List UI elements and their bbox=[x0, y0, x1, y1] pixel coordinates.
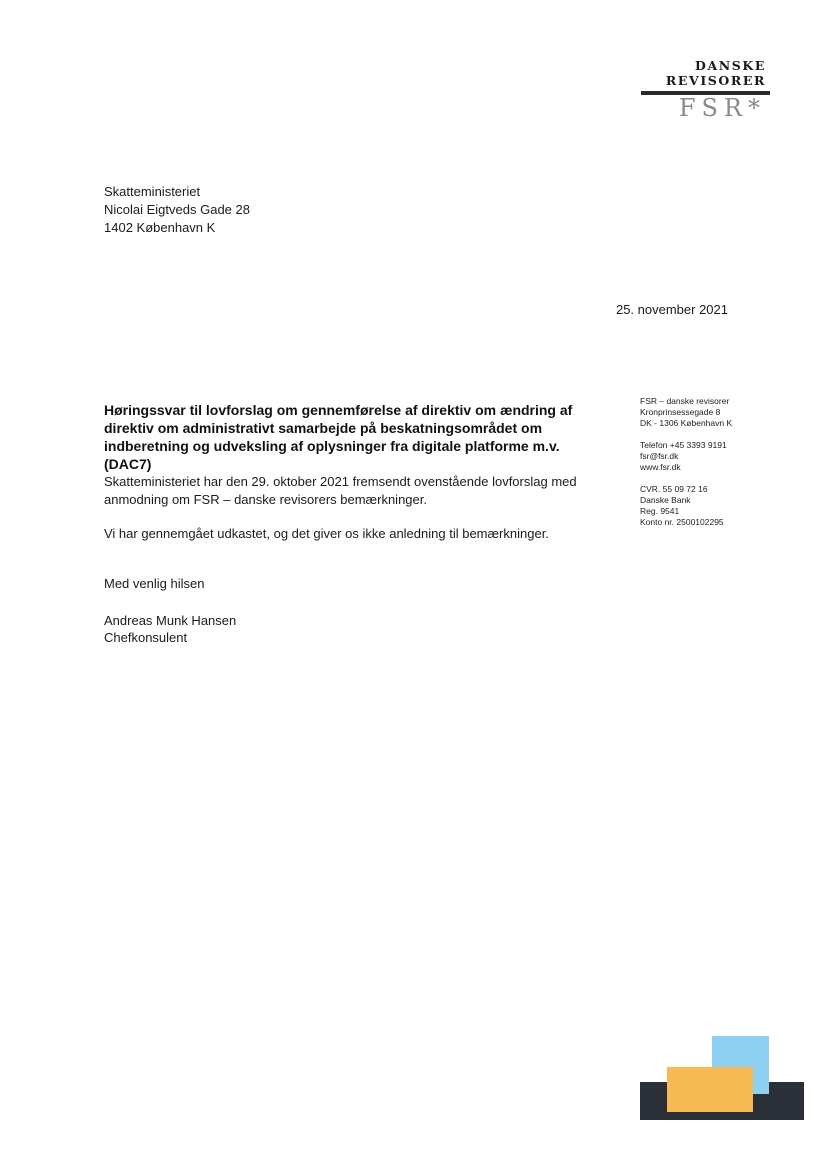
sender-bank bbox=[640, 484, 732, 528]
sender-account: Konto nr. 2500102295 bbox=[640, 517, 724, 527]
signer-title: Chefkonsulent bbox=[104, 630, 188, 645]
sender-city: DK - 1306 København K bbox=[640, 418, 733, 428]
sender-cvr: CVR. 55 09 72 16 bbox=[640, 484, 708, 494]
logo-fsr-mark: FSR* bbox=[678, 94, 766, 122]
logo-text-danske: DANSKE bbox=[695, 58, 766, 73]
closing-salutation: Med venlig hilsen bbox=[104, 576, 205, 591]
sender-email: fsr@fsr.dk bbox=[640, 451, 679, 461]
body-paragraph-2: Vi har gennemgået udkastet, og det giver os ikke anledning til bemærkninger. bbox=[104, 526, 549, 541]
sender-phone: Telefon +45 3393 9191 bbox=[640, 440, 727, 450]
sender-bank-name: Danske Bank bbox=[640, 495, 691, 505]
sender-reg: Reg. 9541 bbox=[640, 506, 680, 516]
sender-contact bbox=[640, 440, 732, 473]
sender-web: www.fsr.dk bbox=[640, 462, 681, 472]
letter-subject: Høringssvar til lovforslag om gennemførelse af direktiv om ændring af direktiv om administrativt samarbejde på beskatningsområdet om indberetning og udveksling af oplysninger fra digitale platforme m.v. (DAC7) bbox=[104, 402, 573, 472]
fsr-logo bbox=[640, 56, 770, 126]
recipient-name: Skatteministeriet bbox=[104, 184, 201, 199]
sender-info-sidebar bbox=[640, 396, 732, 539]
orange-block bbox=[667, 1067, 753, 1112]
letter-date: 25. november 2021 bbox=[615, 302, 728, 317]
sender-org: FSR – danske revisorer bbox=[640, 396, 730, 406]
signer-name: Andreas Munk Hansen bbox=[104, 613, 237, 628]
recipient-address bbox=[104, 183, 250, 237]
sender-street: Kronprinsessegade 8 bbox=[640, 407, 721, 417]
recipient-street: Nicolai Eigtveds Gade 28 bbox=[104, 202, 250, 217]
recipient-city: 1402 København K bbox=[104, 220, 216, 235]
sender-address bbox=[640, 396, 732, 429]
brand-blocks-graphic bbox=[640, 1036, 804, 1120]
body-paragraph-1: Skatteministeriet har den 29. oktober 2021 fremsendt ovenstående lovforslag med anmodning om FSR – danske revisorers bemærkninger. bbox=[104, 474, 577, 507]
logo-text-revisorer: REVISORER bbox=[665, 73, 766, 88]
